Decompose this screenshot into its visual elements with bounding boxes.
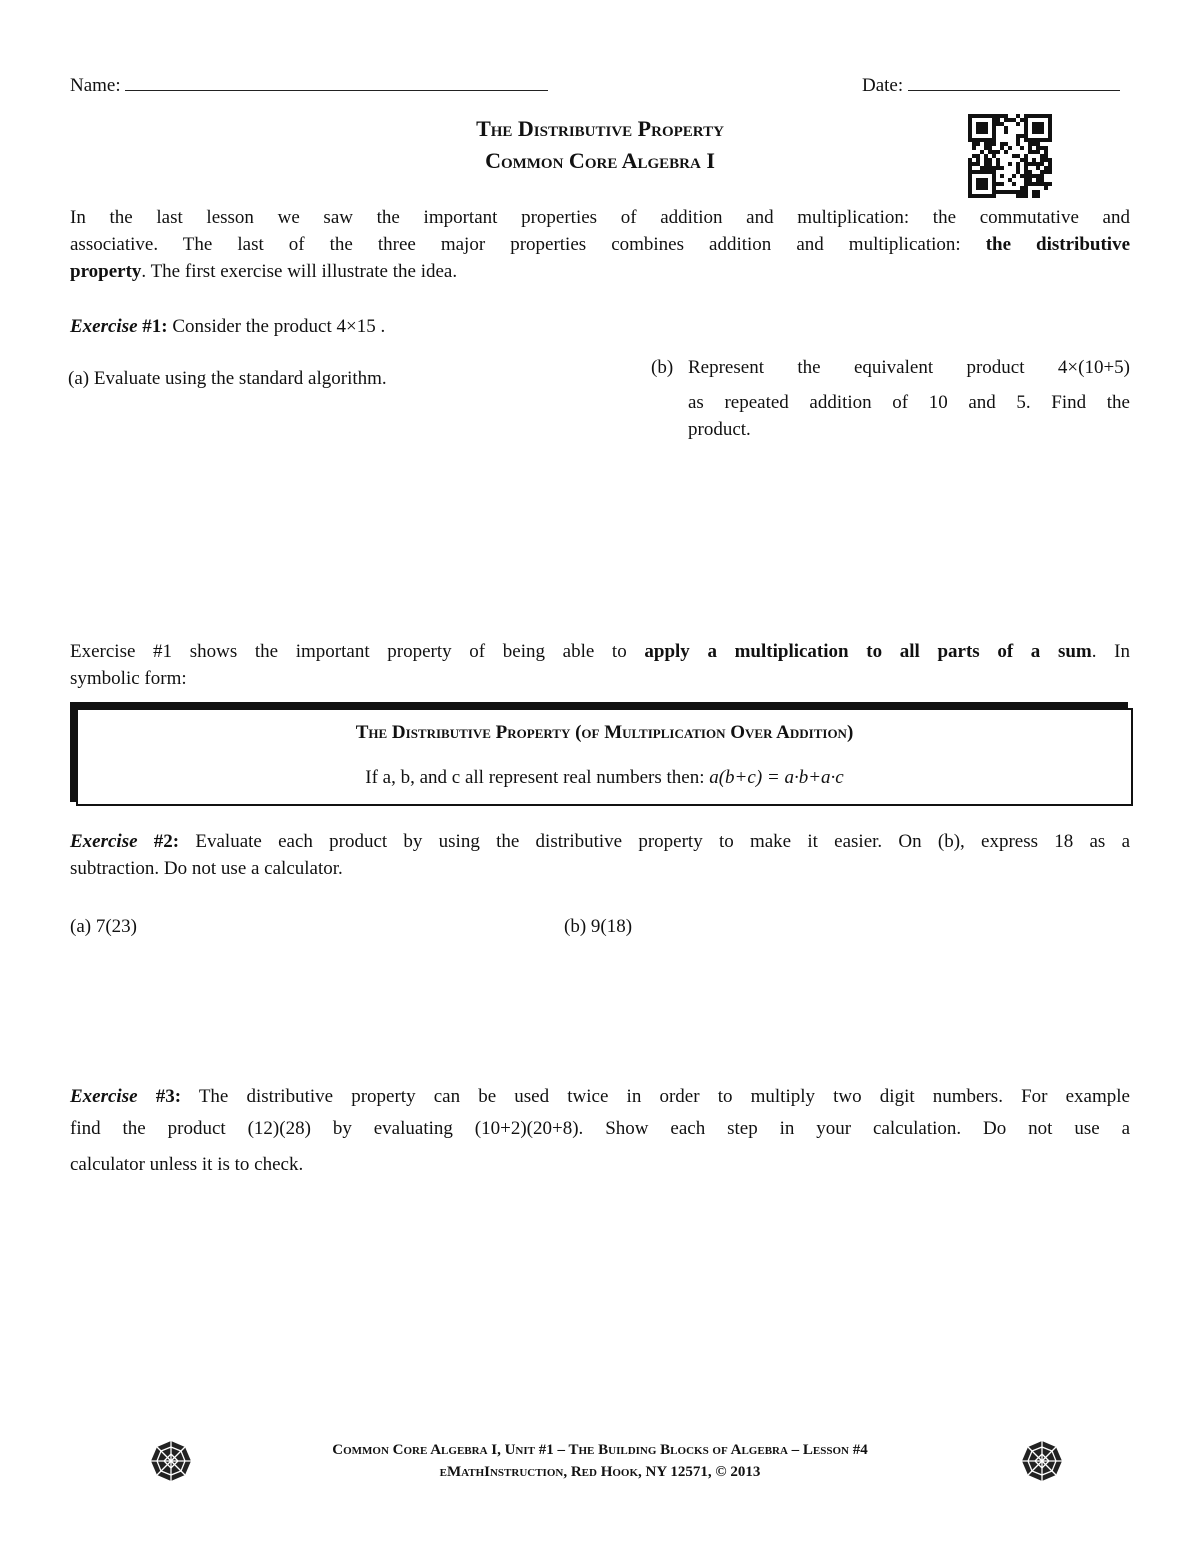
exercise3-line-3: calculator unless it is to check. (70, 1154, 304, 1175)
property-statement-text: If a, b, and c all represent real numbers then: (365, 767, 705, 788)
exercise1-text: Consider the product (172, 316, 332, 337)
exercise2-text: Evaluate each product by using the distributive property to make it easier. On (b), express 18 as a (195, 831, 1131, 852)
polyhedron-emblem-icon (149, 1439, 193, 1483)
name-blank[interactable] (125, 90, 548, 91)
exercise3-text-c: . Show each step in your calculation. Do not use a (578, 1118, 1131, 1139)
exercise1-part-b-line1 (688, 354, 1130, 381)
exercise3-text: The distributive property can be used twice in order to multiply two digit numbers. For example (198, 1086, 1130, 1107)
exercise3-label: Exercise #3: (70, 1086, 182, 1107)
title-line1: The Distributive Property (476, 116, 724, 141)
intro-line-1: In the last lesson we saw the important properties of addition and multiplication: the commutative and (70, 207, 1130, 228)
polyhedron-emblem-icon (1020, 1439, 1064, 1483)
exercise3-text-b: by evaluating (332, 1118, 453, 1139)
intro-line-2-bold: the distributive (985, 234, 1131, 255)
date-label: Date: (862, 75, 904, 96)
summary-line-1 (70, 638, 1130, 665)
exercise1-part-a: (a) Evaluate using the standard algorithm. (68, 368, 387, 389)
exercise2-label: Exercise #2: (70, 831, 180, 852)
exercise2-line-2: subtraction. Do not use a calculator. (70, 858, 343, 879)
exercise2-part-a-math: 7(23) (95, 916, 137, 937)
exercise2-part-b-label: (b) (564, 916, 587, 937)
exercise1-label: Exercise #1: (70, 316, 168, 337)
exercise2-part-a (70, 913, 137, 940)
summary-text-a: Exercise #1 shows the important property of being able to (70, 641, 645, 662)
date-blank[interactable] (908, 90, 1120, 91)
qr-code-icon (968, 114, 1052, 198)
exercise1-part-b-line3: product. (688, 419, 751, 440)
intro-line-3-text: . The first exercise will illustrate the idea. (141, 261, 458, 282)
exercise3-math-1: (12)(28) (247, 1118, 311, 1139)
intro-line-3 (70, 258, 457, 285)
footer-line-2: eMathInstruction, Red Hook, NY 12571, © 2013 (439, 1464, 761, 1480)
exercise3-line-2 (70, 1115, 1130, 1142)
exercise3-line-1 (70, 1083, 1130, 1110)
summary-bold: apply a multiplication to all parts of a sum (644, 641, 1092, 662)
summary-line-2: symbolic form: (70, 668, 187, 689)
property-statement-math: a(b+c) = a·b+a·c (709, 767, 844, 788)
exercise2-part-b (564, 913, 632, 940)
property-statement (78, 767, 1131, 789)
name-label: Name: (70, 75, 121, 96)
exercise2-line-1 (70, 828, 1130, 855)
exercise1-part-b-math: 4×(10+5) (1057, 357, 1131, 378)
title-line2: Common Core Algebra I (485, 148, 715, 173)
exercise2-part-a-label: (a) (70, 916, 92, 937)
footer-line-1: Common Core Algebra I, Unit #1 – The Building Blocks of Algebra – Lesson #4 (332, 1442, 868, 1458)
intro-line-2 (70, 231, 1130, 258)
exercise1-prompt (70, 313, 385, 340)
exercise1-part-b-text: Represent the equivalent product (688, 357, 1025, 378)
intro-line-2-text: associative. The last of the three major properties combines addition and multiplication: (70, 234, 986, 255)
property-heading: The Distributive Property (of Multiplication Over Addition) (355, 722, 854, 743)
exercise3-text-a: find the product (70, 1118, 226, 1139)
summary-text-c: . In (1091, 641, 1130, 662)
exercise1-part-b-label: (b) (651, 357, 674, 378)
intro-line-3-bold: property (70, 261, 142, 282)
property-box (76, 708, 1133, 806)
date-field[interactable] (862, 72, 1120, 99)
exercise1-part-b-line2: as repeated addition of 10 and 5. Find the (688, 392, 1130, 413)
name-field[interactable] (70, 72, 548, 99)
exercise1-math: 4×15 . (336, 316, 386, 337)
exercise2-part-b-math: 9(18) (590, 916, 633, 937)
exercise3-math-2: (10+2)(20+8) (474, 1118, 579, 1139)
